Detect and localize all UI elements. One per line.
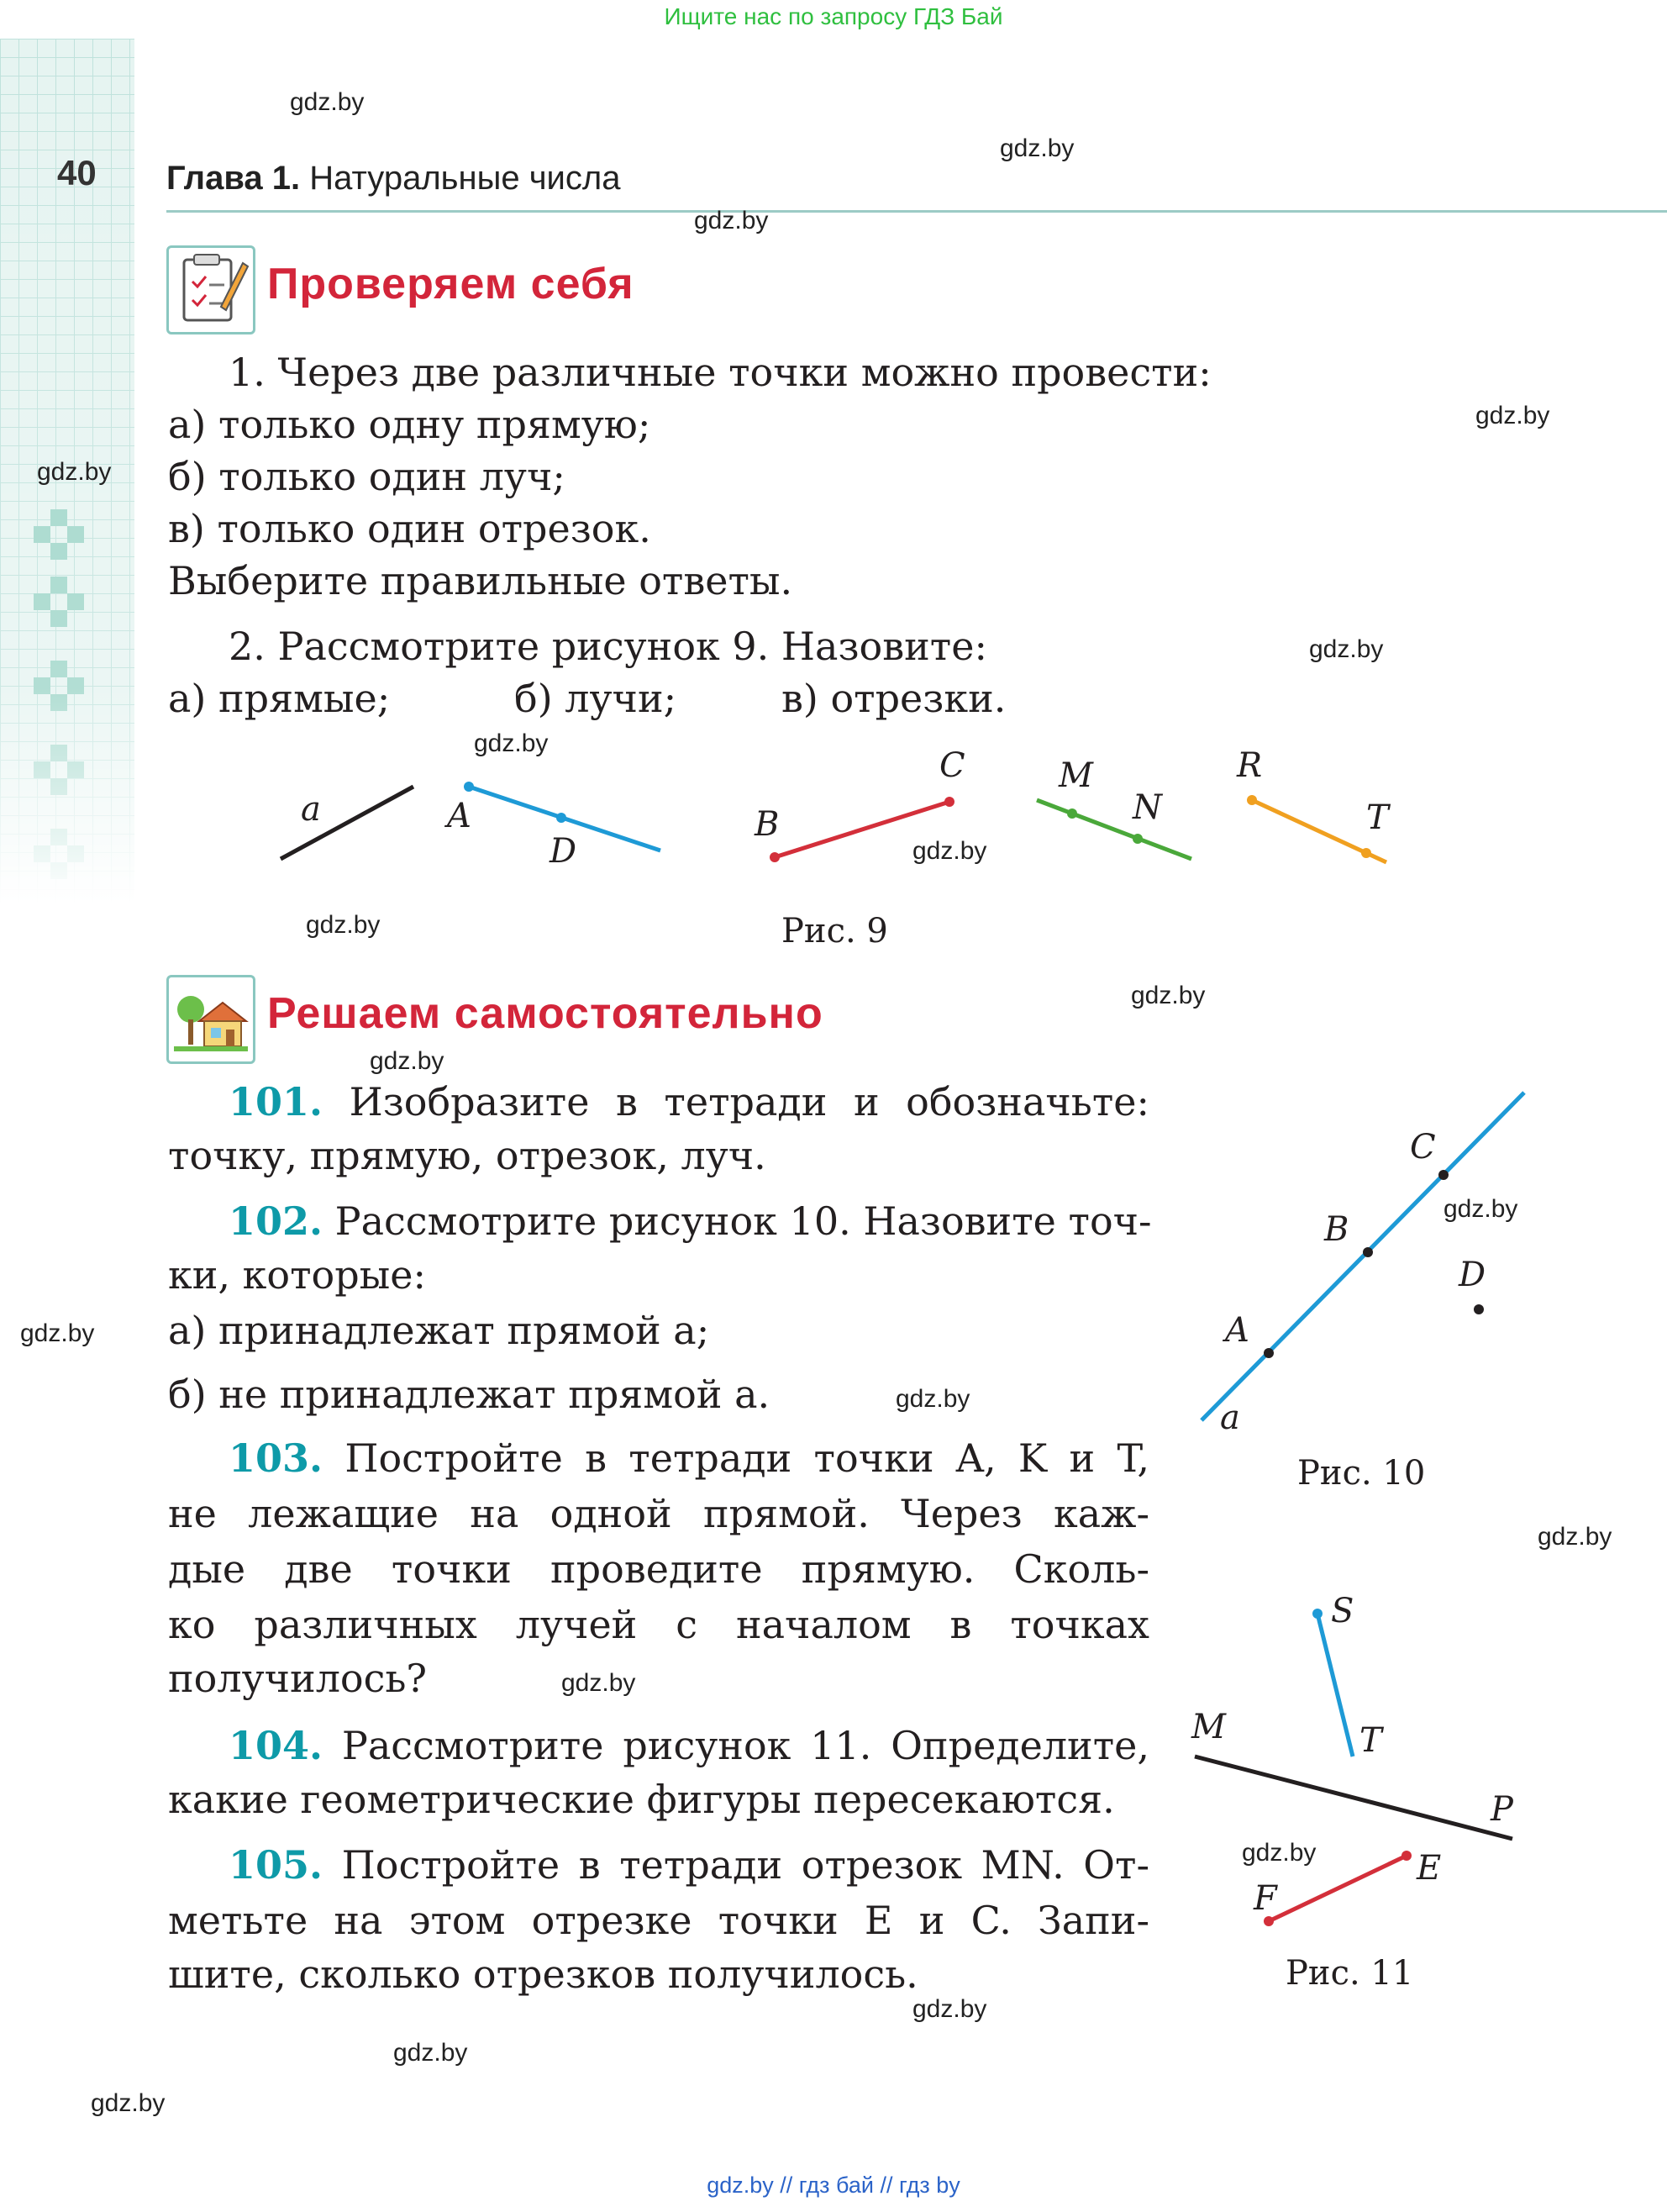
task-105-line-3: шите, сколько отрезков получилось. (168, 1951, 918, 1997)
watermark: gdz.by (393, 2039, 468, 2067)
task-105-line-1: 105. Постройте в тетради отрезок MN. От- (229, 1842, 1149, 1888)
task-102-number: 102. (229, 1198, 323, 1244)
task-103-line-1: 103. Постройте в тетради точки A, K и T, (229, 1435, 1149, 1481)
label-T: T (1366, 798, 1389, 837)
q1-lead: 1. Через две различные точки можно провести: (229, 350, 1212, 395)
figure-10 (1176, 1076, 1563, 1446)
bottom-banner[interactable]: gdz.by // гдз бай // гдз by (707, 2172, 960, 2198)
task-104-line-2: какие геометрические фигуры пересекаются. (168, 1777, 1115, 1822)
task-101-line-1: 101. Изобразите в тетради и обозначьте: (229, 1079, 1150, 1124)
q2-option-b: б) лучи; (514, 676, 677, 721)
chapter-label: Глава 1. (166, 160, 301, 197)
q2-lead: 2. Рассмотрите рисунок 9. Назовите: (229, 624, 987, 669)
ray-MP (1195, 1756, 1512, 1839)
q1-option-c: в) только один отрезок. (168, 506, 651, 551)
label-R: R (1237, 746, 1263, 785)
q2-option-a: а) прямые; (168, 676, 391, 721)
task-101-number: 101. (229, 1079, 323, 1124)
task-105-line-2: метьте на этом отрезке точки E и C. Запи- (168, 1898, 1149, 1943)
label-a: a (301, 790, 321, 829)
watermark: gdz.by (1538, 1523, 1612, 1551)
watermark: gdz.by (1309, 635, 1384, 663)
fig10-label-A: A (1225, 1311, 1249, 1350)
watermark: gdz.by (1242, 1839, 1317, 1867)
task-102-line-4: б) не принадлежат прямой a. (168, 1372, 770, 1417)
task-104-line-1: 104. Рассмотрите рисунок 11. Определите, (229, 1723, 1150, 1768)
watermark: gdz.by (896, 1385, 970, 1413)
task-103-line-5: получилось? (168, 1656, 428, 1701)
label-M: M (1059, 756, 1093, 795)
chapter-name: Натуральные числа (309, 160, 621, 197)
q2-option-c: в) отрезки. (781, 676, 1007, 721)
task-103-line-4: ко различных лучей с началом в точках (168, 1602, 1149, 1647)
task-102-line-3: а) принадлежат прямой a; (168, 1308, 710, 1353)
watermark: gdz.by (1131, 982, 1206, 1009)
section-heading-check: Проверяем себя (267, 260, 634, 308)
watermark: gdz.by (91, 2089, 166, 2117)
header-rule (166, 210, 1667, 213)
fig11-label-E: E (1417, 1849, 1442, 1888)
watermark: gdz.by (370, 1047, 444, 1075)
q1-option-b: б) только один луч; (168, 454, 565, 499)
figure-10-caption: Рис. 10 (1297, 1454, 1426, 1493)
checklist-icon (166, 245, 255, 334)
fig11-label-T: T (1359, 1721, 1382, 1760)
watermark: gdz.by (912, 1995, 987, 2023)
fig11-label-S: S (1331, 1592, 1354, 1630)
figure-11-caption: Рис. 11 (1286, 1954, 1414, 1993)
task-101-line-2: точку, прямую, отрезок, луч. (168, 1133, 766, 1178)
fig10-label-B: B (1324, 1210, 1349, 1249)
watermark: gdz.by (37, 458, 112, 486)
segment-ST (1317, 1614, 1353, 1756)
label-C: C (939, 746, 965, 785)
watermark: gdz.by (20, 1319, 95, 1347)
task-103-line-3: дые две точки проведите прямую. Сколь- (168, 1546, 1149, 1592)
figure-9 (252, 740, 1428, 891)
watermark: gdz.by (694, 207, 769, 234)
fig10-label-a: a (1220, 1398, 1240, 1437)
fig10-label-D: D (1459, 1256, 1486, 1294)
watermark: gdz.by (561, 1669, 636, 1697)
watermark: gdz.by (290, 88, 365, 116)
watermark: gdz.by (1444, 1195, 1518, 1223)
top-banner[interactable]: Ищите нас по запросу ГДЗ Бай (664, 3, 1003, 29)
task-102-line-1: 102. Рассмотрите рисунок 10. Назовите точ- (229, 1198, 1152, 1244)
label-B: B (755, 805, 780, 844)
task-103-number: 103. (229, 1435, 323, 1481)
figure-11 (1176, 1580, 1563, 1950)
fig10-label-C: C (1410, 1128, 1436, 1167)
watermark: gdz.by (474, 729, 549, 757)
house-icon (166, 975, 255, 1064)
fig11-label-P: P (1491, 1790, 1513, 1829)
line-MN (1037, 800, 1191, 859)
watermark: gdz.by (912, 837, 987, 865)
task-102-line-2: ки, которые: (168, 1252, 427, 1298)
figure-9-caption: Рис. 9 (781, 912, 888, 951)
section-heading-self: Решаем самостоятельно (267, 989, 823, 1038)
task-104-number: 104. (229, 1723, 323, 1768)
watermark: gdz.by (306, 911, 381, 939)
label-N: N (1133, 788, 1162, 827)
watermark: gdz.by (1475, 402, 1550, 429)
watermark: gdz.by (1000, 134, 1075, 162)
chapter-title (166, 160, 620, 198)
q1-tail: Выберите правильные ответы. (168, 558, 793, 603)
page-number: 40 (57, 153, 97, 192)
task-103-line-2: не лежащие на одной прямой. Через каж- (168, 1491, 1149, 1536)
task-105-number: 105. (229, 1842, 323, 1888)
fig11-label-F: F (1254, 1879, 1277, 1918)
label-A: A (447, 797, 471, 835)
q1-option-a: а) только одну прямую; (168, 402, 651, 447)
label-D: D (550, 832, 577, 871)
fig11-label-M: M (1191, 1708, 1226, 1746)
